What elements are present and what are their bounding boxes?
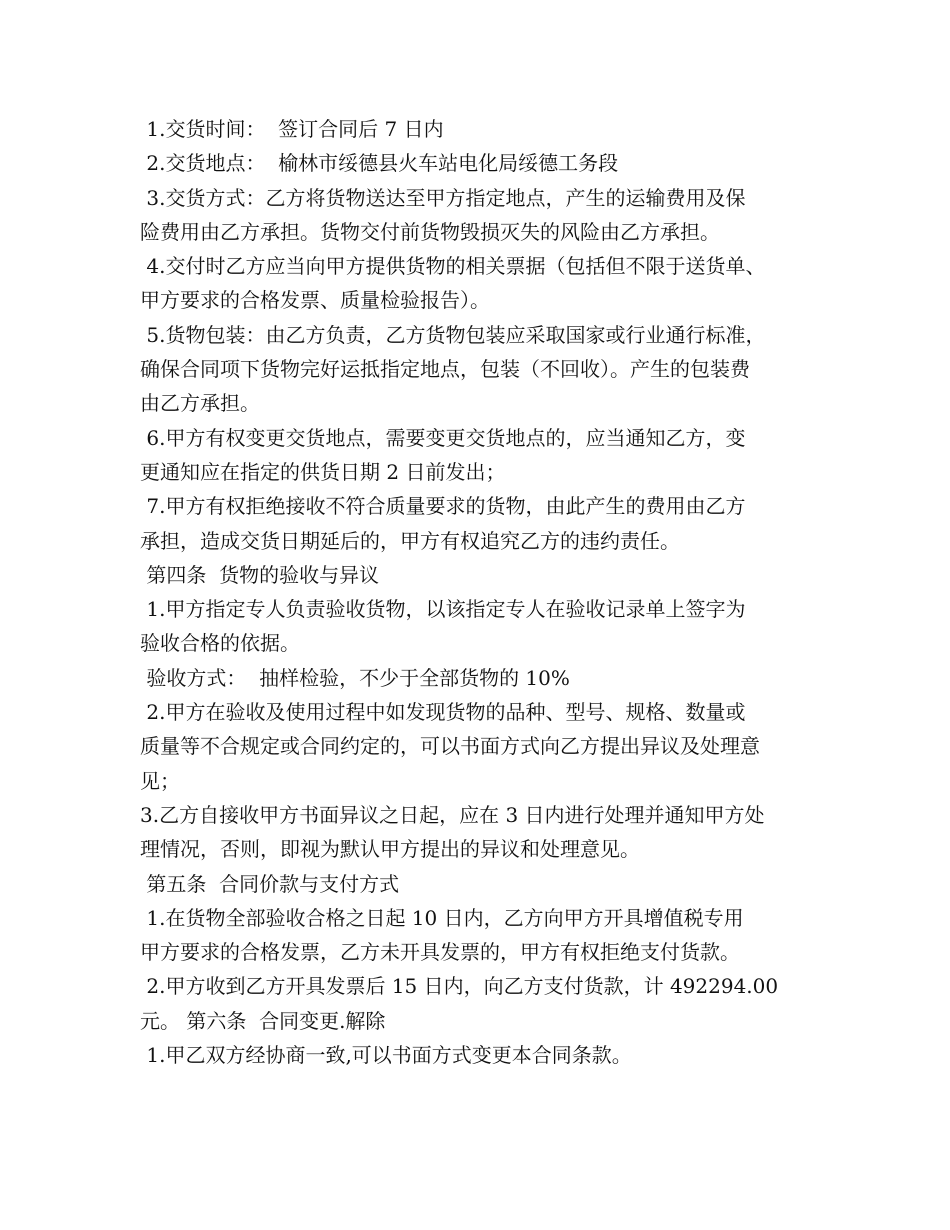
text-line: 验收方式： 抽样检验，不少于全部货物的 10% (140, 665, 570, 690)
text-line: 由乙方承担。 (140, 391, 260, 416)
text-line: 确保合同项下货物完好运抵指定地点，包装（不回收）。产生的包装费 (140, 357, 750, 382)
text-line: 见； (140, 768, 180, 793)
text-line: 1.在货物全部验收合格之日起 10 日内，乙方向甲方开具增值税专用 (140, 905, 744, 930)
text-line: 甲方要求的合格发票、质量检验报告）。 (140, 288, 490, 313)
text-line: 1.甲方指定专人负责验收货物，以该指定专人在验收记录单上签字为 (140, 597, 746, 622)
text-line: 1.交货时间： 签订合同后 7 日内 (140, 117, 444, 141)
text-line: 验收合格的依据。 (140, 631, 300, 656)
text-line: 6.甲方有权变更交货地点，需要变更交货地点的，应当通知乙方，变 (140, 425, 746, 450)
text-line: 元。 第六条 合同变更.解除 (140, 1008, 386, 1033)
text-line: 5.货物包装：由乙方负责，乙方货物包装应采取国家或行业通行标准， (140, 322, 766, 347)
text-line: 承担，造成交货日期延后的，甲方有权追究乙方的违约责任。 (140, 528, 680, 553)
text-line: 更通知应在指定的供货日期 2 日前发出； (140, 459, 506, 484)
text-line: 质量等不合规定或合同约定的，可以书面方式向乙方提出异议及处理意 (140, 734, 760, 759)
text-line: 2.甲方收到乙方开具发票后 15 日内，向乙方支付货款，计 492294.00 (140, 974, 779, 999)
text-line: 3.交货方式：乙方将货物送达至甲方指定地点，产生的运输费用及保 (140, 185, 746, 210)
section-heading: 第四条 货物的验收与异议 (140, 562, 380, 587)
text-line: 2.甲方在验收及使用过程中如发现货物的品种、型号、规格、数量或 (140, 700, 746, 725)
contract-text-body (140, 112, 830, 1072)
text-line: 4.交付时乙方应当向甲方提供货物的相关票据（包括但不限于送货单、 (140, 254, 766, 279)
text-line: 2.交货地点： 榆林市绥德县火车站电化局绥德工务段 (140, 151, 619, 176)
text-line: 1.甲乙双方经协商一致,可以书面方式变更本合同条款。 (140, 1043, 632, 1068)
text-line: 3.乙方自接收甲方书面异议之日起，应在 3 日内进行处理并通知甲方处 (140, 802, 765, 827)
text-line: 甲方要求的合格发票，乙方未开具发票的，甲方有权拒绝支付货款。 (140, 940, 740, 965)
text-line: 险费用由乙方承担。货物交付前货物毁损灭失的风险由乙方承担。 (140, 219, 720, 244)
section-heading: 第五条 合同价款与支付方式 (140, 871, 400, 896)
text-line: 理情况，否则，即视为默认甲方提出的异议和处理意见。 (140, 837, 640, 862)
text-line: 7.甲方有权拒绝接收不符合质量要求的货物，由此产生的费用由乙方 (140, 494, 746, 519)
